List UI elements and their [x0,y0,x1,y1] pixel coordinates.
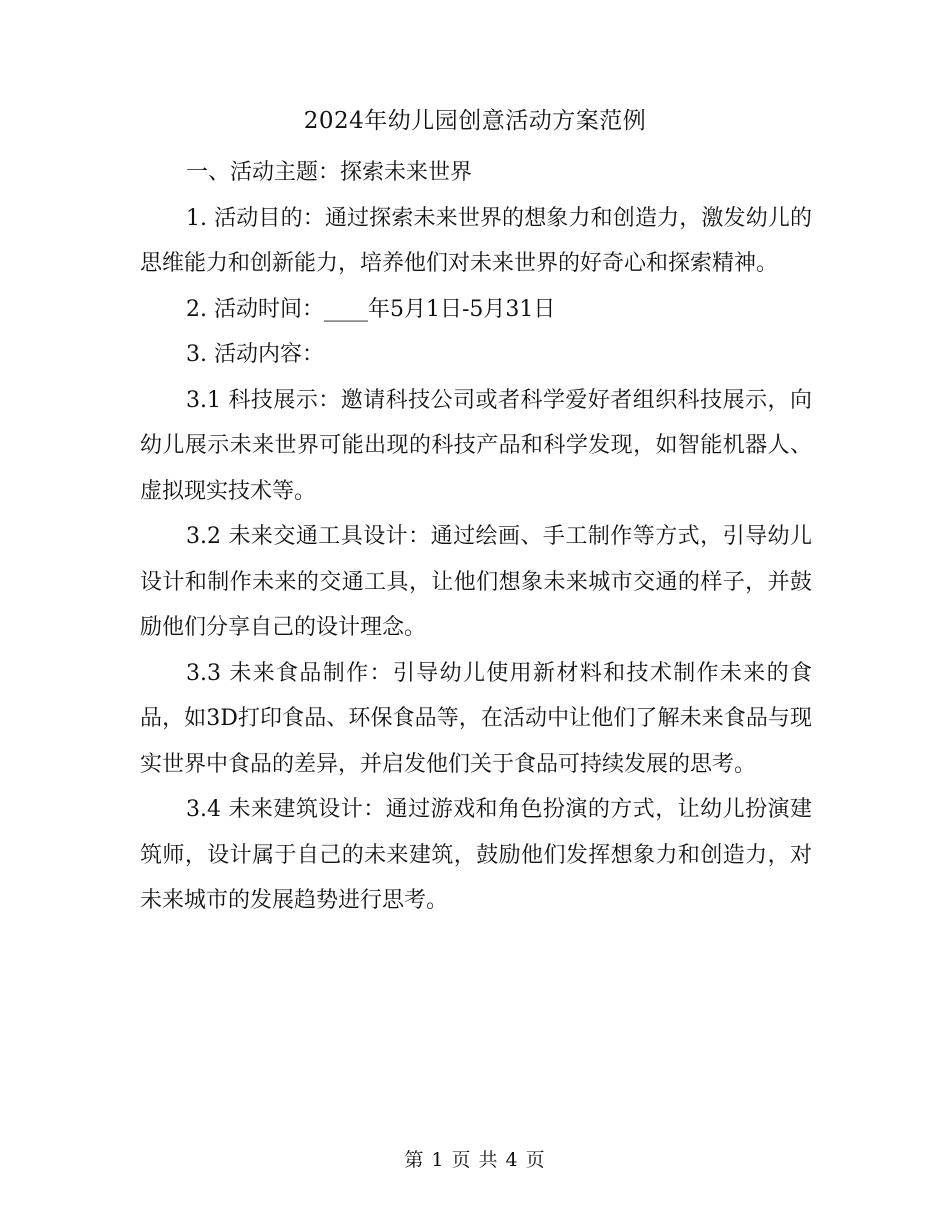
paragraph-content-heading: 3. 活动内容： [186,342,324,367]
paragraph-food-making: 3.3 未来食品制作：引导幼儿使用新材料和技术制作未来的食品，如3D打印食品、环保食品等，在活动中让他们了解未来食品与现实世界中食品的差异，并启发他们关于食品可持续发展的思考。 [140,660,812,777]
paragraph-tech-show: 3.1 科技展示：邀请科技公司或者科学爱好者组织科技展示，向幼儿展示未来世界可能出现的科技产品和科学发现，如智能机器人、虚拟现实技术等。 [140,387,812,504]
paragraph-time: 2. 活动时间：____年5月1日-5月31日 [186,296,556,322]
paragraph-purpose: 1. 活动目的：通过探索未来世界的想象力和创造力，激发幼儿的思维能力和创新能力，培养他们对未来世界的好奇心和探索精神。 [140,205,812,276]
paragraph-architecture-design: 3.4 未来建筑设计：通过游戏和角色扮演的方式，让幼儿扮演建筑师，设计属于自己的未来建筑，鼓励他们发挥想象力和创造力，对未来城市的发展趋势进行思考。 [140,797,812,913]
page-footer: 第 1 页 共 4 页 [404,1149,546,1171]
section-heading-theme: 一、活动主题：探索未来世界 [186,160,473,185]
document-body [140,150,812,924]
document-title: 2024年幼儿园创意活动方案范例 [303,108,647,134]
paragraph-transport-design: 3.2 未来交通工具设计：通过绘画、手工制作等方式，引导幼儿设计和制作未来的交通工具，让他们想象未来城市交通的样子，并鼓励他们分享自己的设计理念。 [140,524,812,640]
